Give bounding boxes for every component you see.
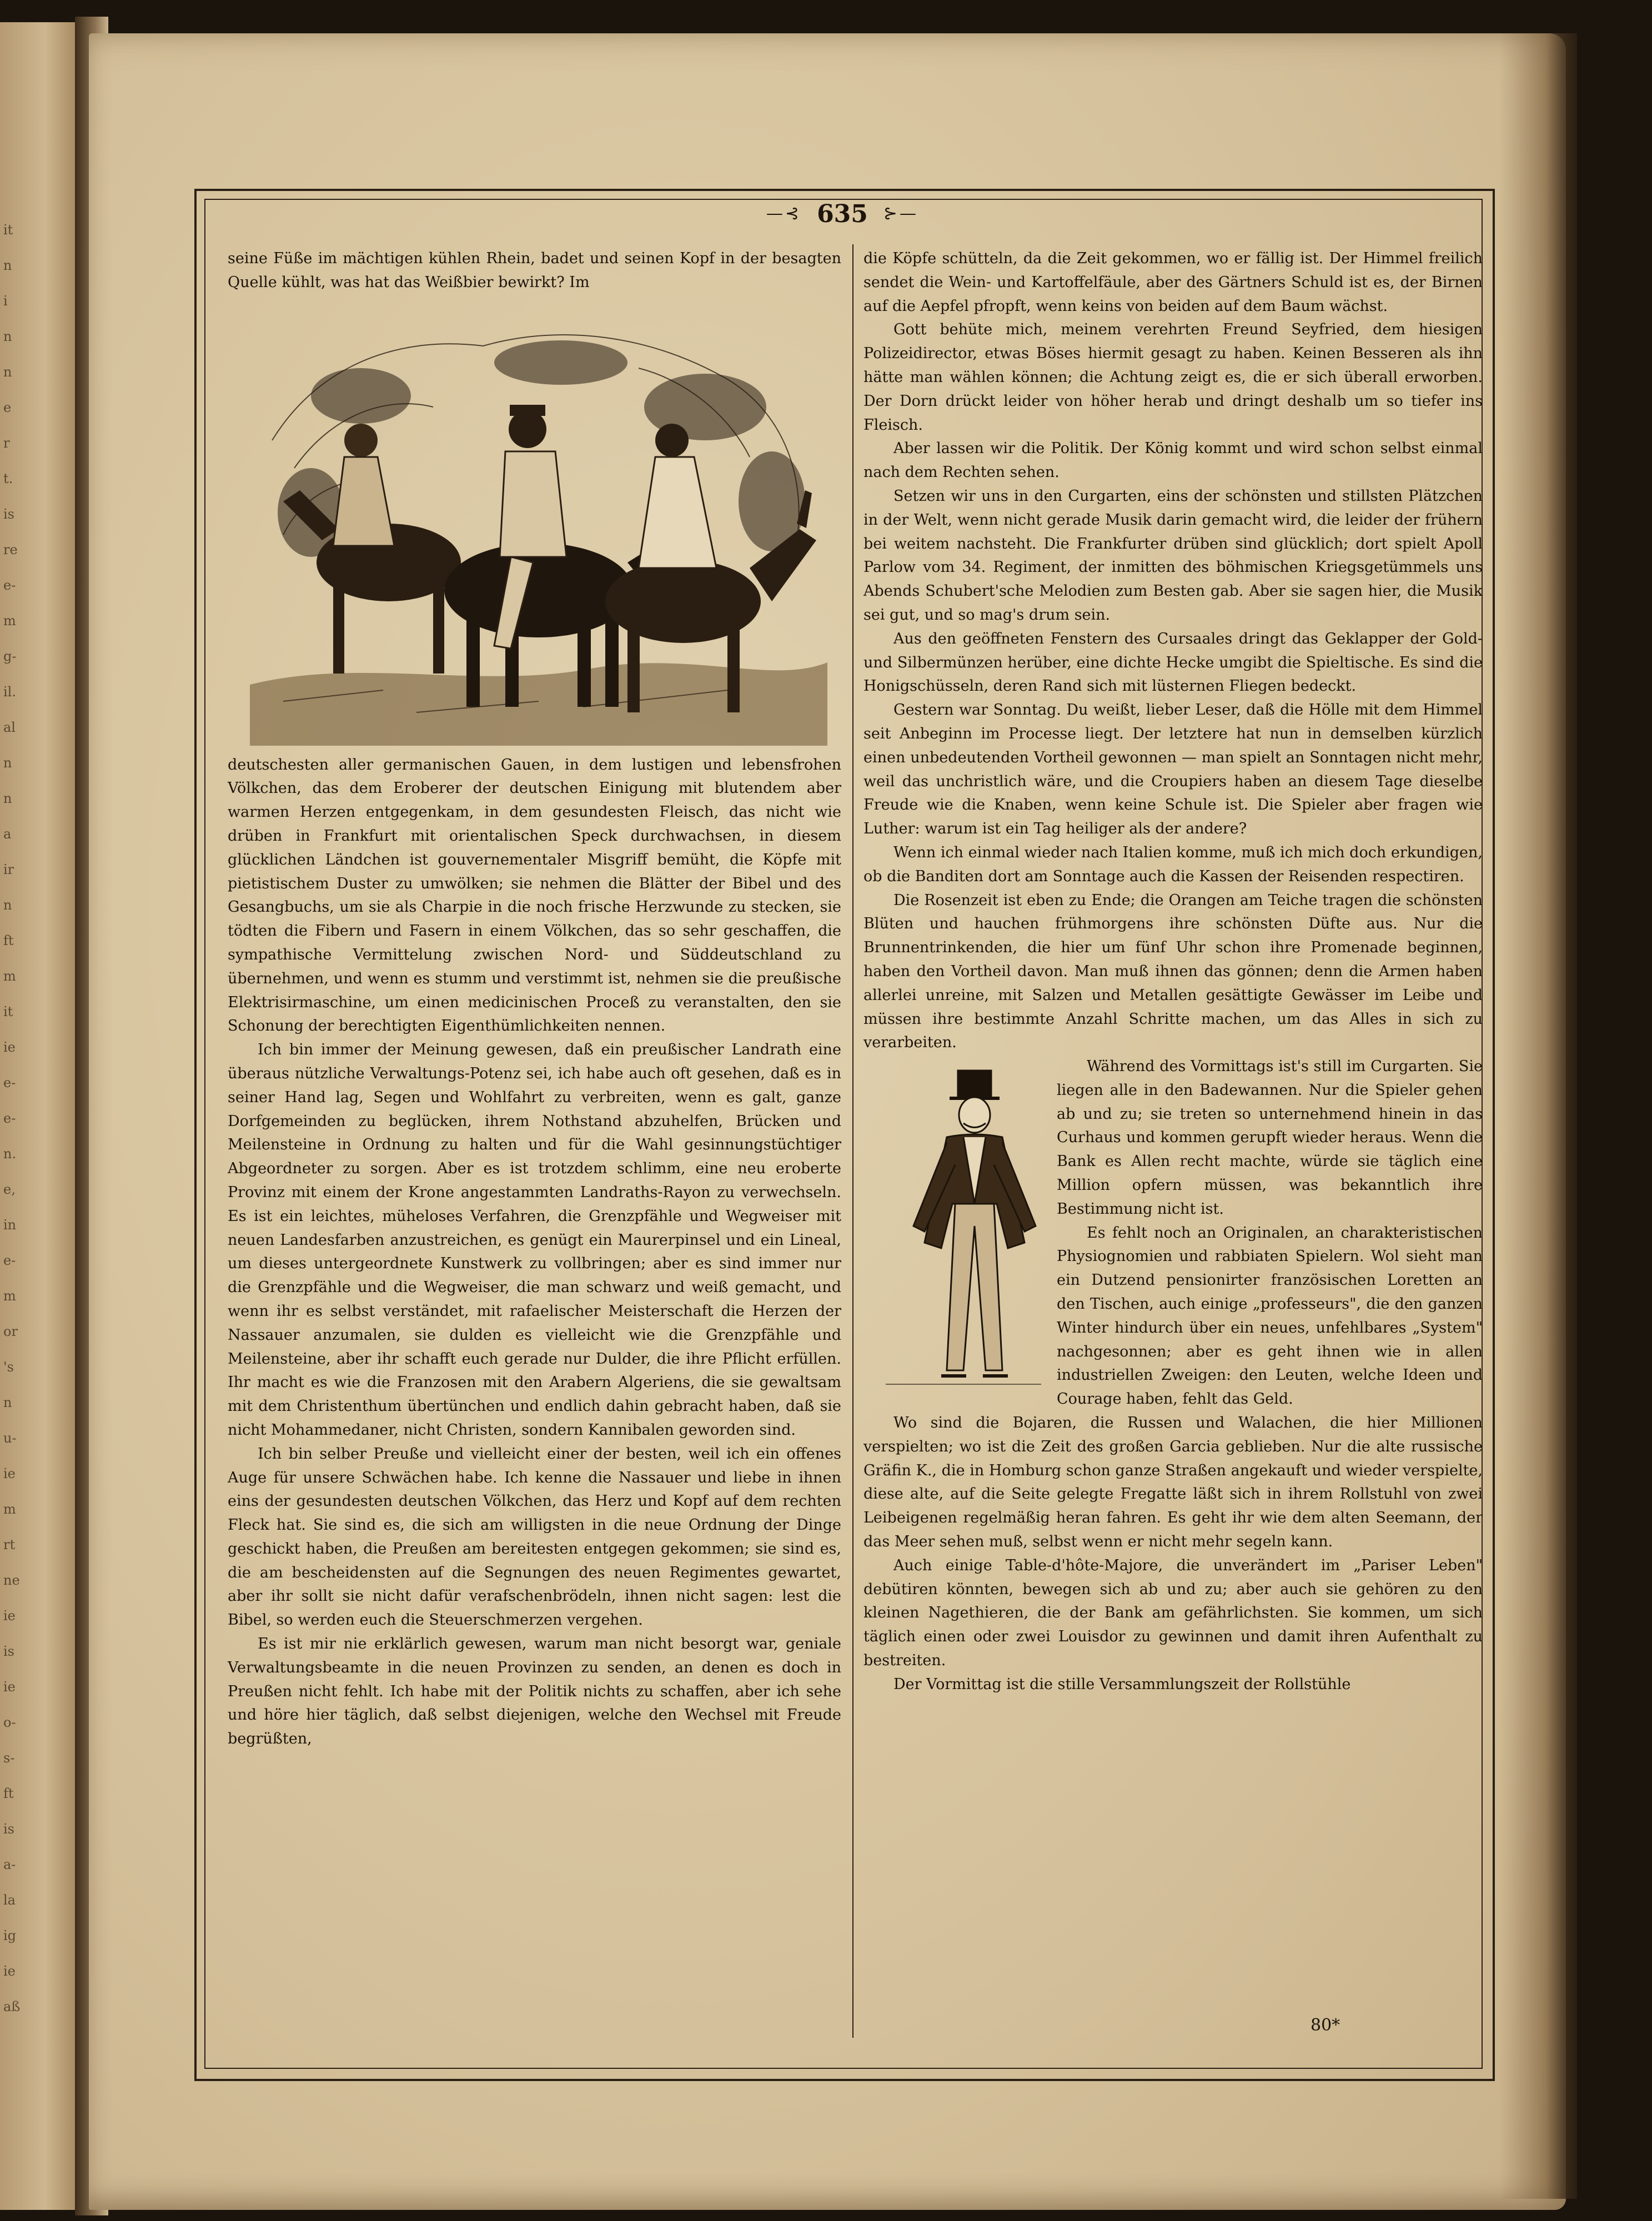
paragraph: Ich bin selber Preuße und vielleicht einer der besten, weil ich ein offenes Auge für unsere Schwächen habe. Ich kenne die Nassauer und liebe in ihnen eins der gesundesten deutschen Völkchen, das Herz und Kopf auf dem rechten Fleck hat. Sie sind es, die sich am willigsten in die neue Ordnung der Dinge geschickt haben, die Preußen am bereitesten entgegen gekommen; sie sind es, die am bescheidensten auf die Segnungen des neuen Regimentes gewartet, aber ihr sollt sie nicht dafür verafschenbrödeln, ihnen nicht sagen: lest die Bibel, so werden euch die Steuerschmerzen vergehen. xyxy=(228,1445,841,1629)
header-ornament-left: —⊰ xyxy=(766,204,802,223)
facing-page-text-fragment: s- xyxy=(3,1750,15,1766)
facing-page-text-fragment: i xyxy=(3,293,8,309)
paragraph: Ich bin immer der Meinung gewesen, daß ein preußischer Landrath eine überaus nützliche Verwaltungs-Potenz sei, ich habe auch oft gesehen, daß es in seiner Hand lag, Segen und Wohlfahrt zu verbreiten, wenn es galt, ganze Dorfgemeinden zu beglücken, ihrem Nothstand abzuhelfen, Brücken und Meilensteine in Ordnung zu halten und für die Wahl gesinnungstüchtiger Abgeordneter zu sorgen. Aber es ist trotzdem schlimm, eine neu eroberte Provinz mit einem der Krone angestammten Landraths-Rayon zu verwechseln. Es ist ein leichtes, müheloses Verfahren, die Grenzpfähle und Wegweiser mit neuen Landesfarben anzustreichen, es genügt ein Maurerpinsel und ein Lineal, um dieses untergeordnete Kunstwerk zu vollbringen; aber es sind immer nur die Grenzpfähle und die Wegweiser, die man schwarz und weiß gemacht, und wenn ihr es selbst verständet, mit rafaelischer Meisterschaft die Herzen der Nassauer anzumalen, sie dulden es vielleicht wie die Grenzpfähle und Meilensteine, aber ihr schafft euch gerade nur Dulder, die ihre Pflicht erfüllen. Ihr macht es wie die Franzosen mit den Arabern Algeriens, die sie gewaltsam mit dem Christenthum übertünchen und endlich dahin gebracht haben, daß sie nicht Mohammedaner, nicht Christen, sondern Kannibalen geworden sind. xyxy=(228,1041,841,1439)
facing-page-text-fragment: e- xyxy=(3,1253,16,1268)
facing-page-text-fragment: ft xyxy=(3,933,14,948)
paragraph: deutschesten aller germanischen Gauen, in dem lustigen und lebensfrohen Völkchen, das dem Eroberer der deutschen Einigung mit blutendem aber warmen Herzen entgegenkam, in dem gesundesten Fleisch, das nicht wie drüben in Frankfurt mit orientalischen Speck durchwachsen, in diesem glücklichen Ländchen ist gouvernementaler Misgriff bemüht, die Köpfe mit pietistischem Duster zu umwölken; sie nehmen die Blätter der Bibel und des Gesangbuchs, um sie als Charpie in die noch frische Herzwunde zu stecken, sie tödten die Fibern und Fasern in einem Völkchen, das so sehr geschaffen, die sympathische Vermittelung zwischen Nord- und Süddeutschland zu übernehmen, und wenn es stumm und verstimmt ist, nehmen sie die preußische Elektrisirmaschine, um einen medicinischen Proceß zu veranstalten, den sie Schonung der berechtigten Eigenthümlichkeiten nennen. xyxy=(228,756,841,1035)
facing-page-text-fragment: is xyxy=(3,506,14,522)
facing-page-text-fragment: 's xyxy=(3,1359,14,1375)
paragraph: Es fehlt noch an Originalen, an charakteristischen Physiognomien und rabbiaten Spielern. Wol sieht man ein Dutzend pensionirter französischen Loretten an den Tischen, auch einige „professeurs", die den ganzen Winter hindurch über ein neues, unfehlbares „System" nachgesonnen; aber es geht ihnen wie in allen industriellen Zweigen: den Leuten, welche Ideen und Courage haben, fehlt das Geld. xyxy=(1057,1224,1483,1408)
facing-page-text-fragment: ie xyxy=(3,1963,16,1979)
facing-page-text-fragment: g- xyxy=(3,649,17,664)
facing-page-edge xyxy=(0,22,77,2210)
book-page xyxy=(89,33,1566,2210)
facing-page-text-fragment: re xyxy=(3,542,18,557)
facing-page-text-fragment: in xyxy=(3,1217,17,1233)
paragraph: Auch einige Table-d'hôte-Majore, die unverändert im „Pariser Leben" debütiren könnten, bewegen sich ab und zu; aber auch sie gehören zu den kleinen Nagethieren, die der Bank am gefährlichsten. Sie kommen, um sich täglich einen oder zwei Louisdor zu gewinnen und damit ihren Aufenthalt zu bestreiten. xyxy=(863,1556,1483,1670)
facing-page-text-fragment: ig xyxy=(3,1928,17,1943)
facing-page-text-fragment: e- xyxy=(3,577,16,593)
facing-page-text-fragment: a- xyxy=(3,1857,16,1872)
facing-page-text-fragment: ie xyxy=(3,1039,16,1055)
facing-page-text-fragment: it xyxy=(3,222,13,238)
paragraph: Setzen wir uns in den Curgarten, eins der schönsten und stillsten Plätzchen in der Welt, wenn nicht gerade Musik darin gemacht wird, die leider der frühern bei weitem nachsteht. Die Frankfurter drüben sind glücklich; dort spielt Apoll Parlow vom 34. Regiment, der inmitten des böhmischen Kriegsgetümmels uns Abends Schubert'sche Melodien zum Besten gab. Aber sie sagen hier, die Musik sei gut, und so mag's drum sein. xyxy=(863,487,1483,624)
facing-page-text-fragment: or xyxy=(3,1324,18,1339)
facing-page-text-fragment: a xyxy=(3,826,12,842)
facing-page-text-fragment: r xyxy=(3,435,10,451)
facing-page-text-fragment: e xyxy=(3,400,12,415)
facing-page-text-fragment: o- xyxy=(3,1715,16,1730)
facing-page-text-fragment: is xyxy=(3,1821,14,1837)
paragraph: Es ist mir nie erklärlich gewesen, warum man nicht besorgt war, geniale Verwaltungsbeamte in die neuen Provinzen zu senden, an denen es doch in Preußen nicht fehlt. Ich habe mit der Politik nichts zu schaffen, aber ich sehe und höre hier täglich, daß selbst diejenigen, welche den Wechsel mit Freude begrüßten, xyxy=(228,1635,841,1748)
facing-page-text-fragment: ie xyxy=(3,1608,16,1624)
text-column-left xyxy=(228,247,841,1751)
facing-page-text-fragment: rt xyxy=(3,1537,16,1552)
paragraph: Gott behüte mich, meinem verehrten Freund Seyfried, dem hiesigen Polizeidirector, etwas Böses hiermit gesagt zu haben. Keinen Besseren als ihn hätte man wählen können; die Achtung zeigt es, die er sich überall erworben. Der Dorn drückt leider von höher herab und dringt deshalb um so tiefer ins Fleisch. xyxy=(863,321,1483,434)
illustration-riders-on-donkeys xyxy=(250,302,827,746)
paragraph: die Köpfe schütteln, da die Zeit gekommen, wo er fällig ist. Der Himmel freilich sendet die Wein- und Kartoffelfäule, aber des Gärtners Schuld ist es, der Birnen auf die Aepfel pfropft, wenn keins von beiden auf dem Baum wächst. xyxy=(863,250,1483,315)
text-column-right xyxy=(863,247,1483,1697)
paragraph: Wo sind die Bojaren, die Russen und Walachen, die hier Millionen verspielten; wo ist die Zeit des großen Garcia geblieben. Nur die alte russische Gräfin K., die in Homburg schon ganze Straßen angekauft und wieder verspielte, diese alte, auf die Seite gelegte Fregatte läßt sich in ihrem Rollstuhl von zwei Leibeigenen regelmäßig heran fahren. Es geht ihr wie dem alten Seemann, der das Meer sehen muß, selbst wenn er nicht mehr segeln kann. xyxy=(863,1414,1483,1551)
column-divider xyxy=(852,244,853,2038)
facing-page-text-fragment: ne xyxy=(3,1572,20,1588)
header-ornament-right: ⊱— xyxy=(883,204,919,223)
facing-page-text-fragment: m xyxy=(3,613,16,629)
page-edge-damage xyxy=(1499,33,1577,2199)
facing-page-text-fragment: e, xyxy=(3,1182,16,1197)
facing-page-text-fragment: il. xyxy=(3,684,16,700)
facing-page-text-fragment: n xyxy=(3,791,12,806)
page-number: 635 xyxy=(817,200,868,228)
facing-page-text-fragment: e- xyxy=(3,1110,16,1126)
page-header xyxy=(194,200,1490,228)
facing-page-text-fragment: n xyxy=(3,1395,12,1410)
facing-page-text-fragment: is xyxy=(3,1644,14,1659)
paragraph: Die Rosenzeit ist eben zu Ende; die Orangen am Teiche tragen die schönsten Blüten und hauchen frühmorgens ihre schönsten Düfte aus. Nur die Brunnentrinkenden, die hier um fünf Uhr schon ihre Promenade beginnen, haben den Vortheil davon. Man muß ihnen das gönnen; denn die Armen haben allerlei unreine, mit Salzen und Metallen gesättigte Gewässer im Leibe und müssen ihre bestimmte Anzahl Schritte machen, um das Alles in sich zu verarbeiten. xyxy=(863,891,1483,1052)
facing-page-text-fragment: n xyxy=(3,258,12,273)
facing-page-text-fragment: ie xyxy=(3,1466,16,1481)
paragraph: Der Vormittag ist die stille Versammlungszeit der Rollstühle xyxy=(893,1675,1351,1693)
facing-page-text-fragment: ie xyxy=(3,1679,16,1695)
facing-page-text-fragment: it xyxy=(3,1004,13,1019)
facing-page-text-fragment: m xyxy=(3,968,16,984)
paragraph: seine Füße im mächtigen kühlen Rhein, badet und seinen Kopf in der besagten Quelle kühlt, was hat das Weißbier bewirkt? Im xyxy=(228,250,841,291)
paragraph: Wenn ich einmal wieder nach Italien komme, muß ich mich doch erkundigen, ob die Banditen dort am Sonntage auch die Kassen der Reisenden respectiren. xyxy=(863,843,1483,885)
facing-page-text-fragment: n xyxy=(3,897,12,913)
facing-page-text-fragment: n xyxy=(3,364,12,380)
paragraph: Während des Vormittags ist's still im Curgarten. Sie liegen alle in den Badewannen. Nur die Spieler gehen ab und zu; sie treten so unternehmend hinein in das Curhaus und kommen gerupft wieder heraus. Wenn die Bank es Allen recht machte, würde sie täglich eine Million opfern müssen, was bekanntlich ihre Bestimmung nicht ist. xyxy=(1057,1058,1483,1218)
facing-page-text-fragment: t. xyxy=(3,471,13,486)
facing-page-text-fragment: n xyxy=(3,755,12,771)
paragraph: Aus den geöffneten Fenstern des Cursaales dringt das Geklapper der Gold- und Silbermünzen herüber, eine dichte Hecke umgibt die Spieltische. Es sind die Honigschüsseln, deren Rand sich mit lüsternen Fliegen bedeckt. xyxy=(863,630,1483,695)
signature-mark: 80* xyxy=(1310,2016,1340,2035)
facing-page-text-fragment: m xyxy=(3,1501,16,1517)
facing-page-text-fragment: ft xyxy=(3,1786,14,1801)
facing-page-text-fragment: m xyxy=(3,1288,16,1304)
illustration-gentleman xyxy=(875,1059,1047,1393)
paragraph: Gestern war Sonntag. Du weißt, lieber Leser, daß die Hölle mit dem Himmel seit Anbeginn im Processe liegt. Der letztere hat nun in demselben kürzlich einen unbedeutenden Vortheil gewonnen — man spielt an Sonntagen nicht mehr, weil das unchristlich wäre, und die Croupiers haben an diesem Tage dieselbe Freude wie die Knaben, wenn keine Schule ist. Die Spieler aber fragen wie Luther: warum ist ein Tag heiliger als der andere? xyxy=(863,701,1483,838)
facing-page-text-fragment: al xyxy=(3,720,16,735)
facing-page-text-fragment: n xyxy=(3,329,12,344)
facing-page-text-fragment: ir xyxy=(3,862,14,877)
paragraph: Aber lassen wir die Politik. Der König kommt und wird schon selbst einmal nach dem Rechten sehen. xyxy=(863,440,1483,481)
facing-page-text-fragment: aß xyxy=(3,1999,21,2014)
facing-page-text-fragment: n. xyxy=(3,1146,17,1162)
facing-page-text-fragment: e- xyxy=(3,1075,16,1091)
facing-page-text-fragment: u- xyxy=(3,1430,17,1446)
facing-page-text-fragment: la xyxy=(3,1892,16,1908)
